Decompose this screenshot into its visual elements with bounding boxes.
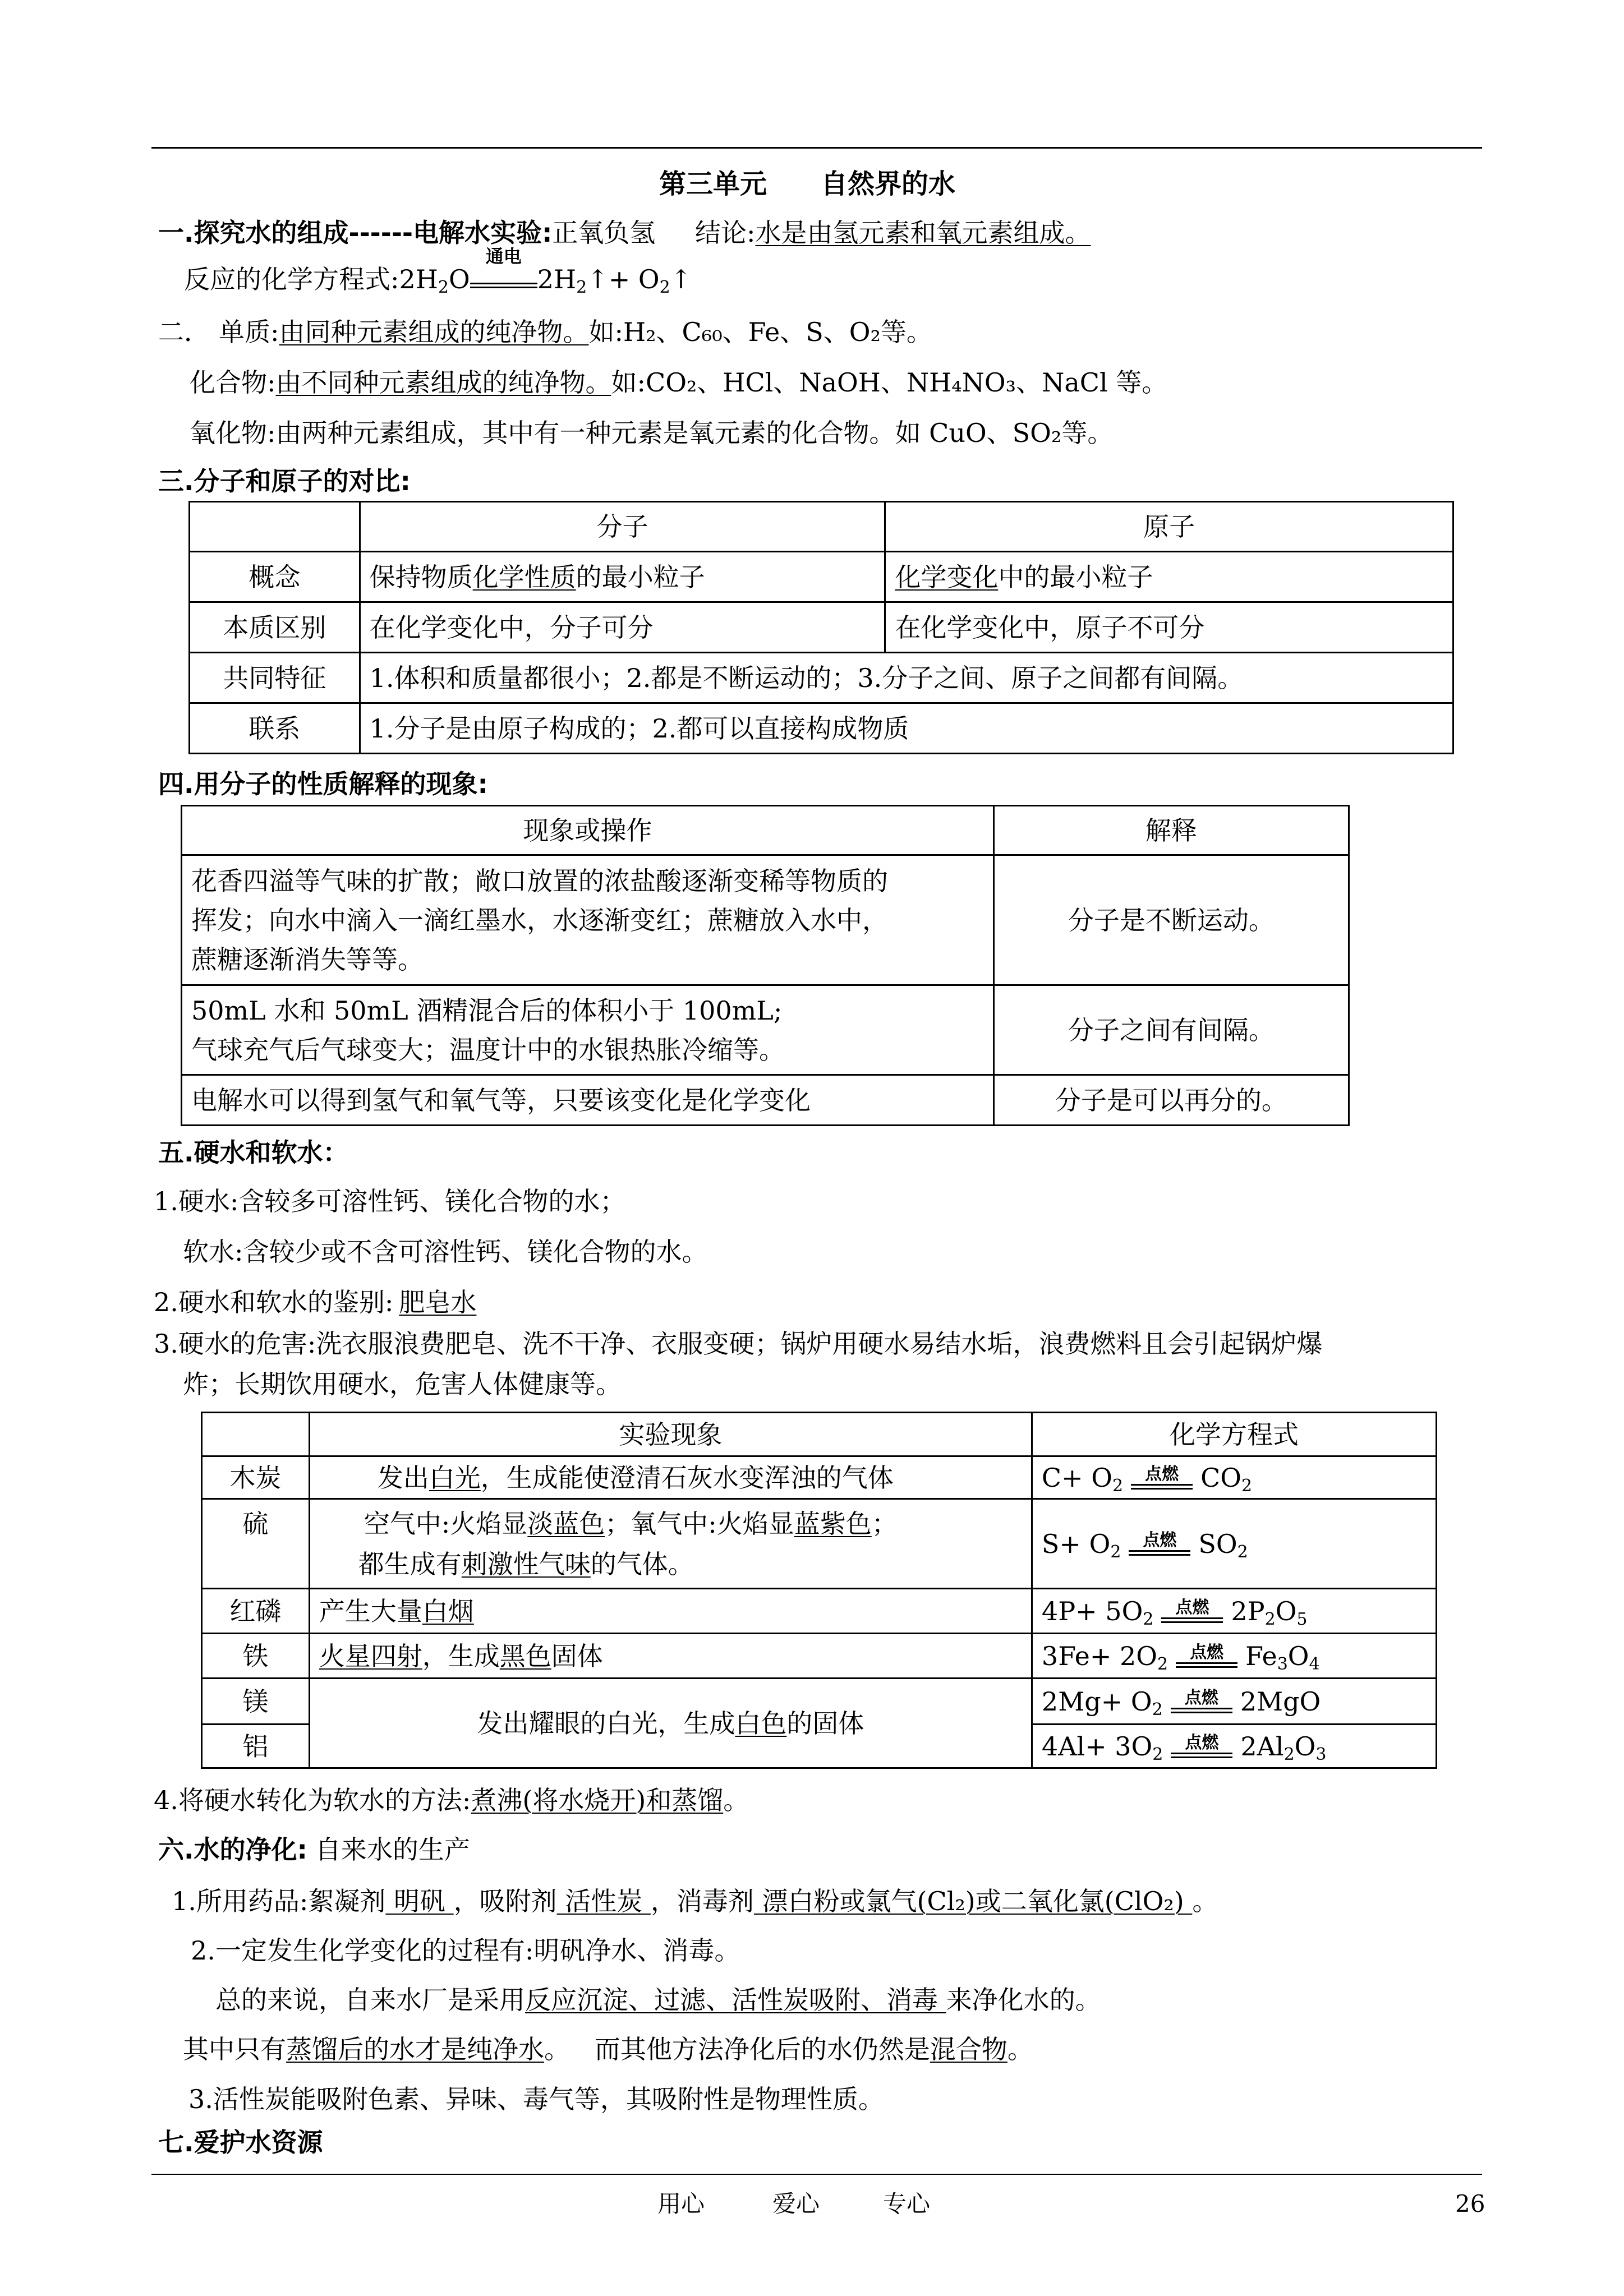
table-row <box>202 1456 1437 1499</box>
soften-method: 煮沸(将水烧开)和蒸馏 <box>471 1785 724 1815</box>
phenomenon-cell: 火星四射，生成黑色固体 <box>309 1634 1032 1679</box>
common-features: 1.体积和质量都很小；2.都是不断运动的；3.分子之间、原子之间都有间隔。 <box>360 653 1453 703</box>
column-header-equation: 化学方程式 <box>1032 1413 1436 1456</box>
table-row <box>190 502 1453 552</box>
column-header-molecule: 分子 <box>360 502 885 552</box>
identification-method: 肥皂水 <box>399 1287 477 1317</box>
ignition-arrow: 点燃 <box>1171 1735 1232 1763</box>
soft-water-def: 软水:含较少或不含可溶性钙、镁化合物的水。 <box>183 1237 708 1267</box>
table-row <box>182 806 1349 855</box>
table-row <box>202 1499 1437 1589</box>
table-row <box>190 602 1453 653</box>
phenomenon-cell: 发出耀眼的白光，生成白色的固体 <box>309 1679 1032 1768</box>
harm-line-1: 3.硬水的危害:洗衣服浪费肥皂、洗不干净、衣服变硬；锅炉用硬水易结水垢，浪费燃料且会引起锅炉爆 <box>154 1329 1323 1359</box>
table-row <box>190 552 1453 602</box>
ignition-arrow: 点燃 <box>1176 1644 1237 1672</box>
concept-molecule: 保持物质化学性质的最小粒子 <box>360 552 885 602</box>
equation-cell: $S+ O_2$ 点燃 $SO_2$ <box>1032 1499 1436 1589</box>
footer-motto-2: 爱心 <box>772 2190 820 2217</box>
element-line <box>158 315 932 349</box>
experiment-text: 正氧负氢 <box>552 218 656 248</box>
equation-cell: $3Fe+ 2O_2$ 点燃 $Fe_3O_4$ <box>1032 1634 1436 1679</box>
molecule-property-table <box>181 805 1350 1126</box>
section-1-line-1 <box>158 216 1091 250</box>
difference-molecule: 在化学变化中，分子可分 <box>360 602 885 653</box>
summary-line: 总的来说，自来水厂是采用反应沉淀、过滤、活性炭吸附、消毒 来净化水的。 <box>215 1985 1101 2015</box>
equation-cell: $4P+ 5O_2$ 点燃 $2P_2O_5$ <box>1032 1589 1436 1634</box>
harm-line-2: 炸；长期饮用硬水，危害人体健康等。 <box>183 1369 622 1399</box>
page-number: 26 <box>1455 2190 1485 2217</box>
column-header-atom: 原子 <box>885 502 1453 552</box>
row-label: 本质区别 <box>190 602 360 653</box>
soften-method-line: 4.将硬水转化为软水的方法:煮沸(将水烧开)和蒸馏。 <box>154 1785 749 1815</box>
adsorbent: 活性炭 <box>556 1886 651 1916</box>
purification-drugs-line: 1.所用药品:絮凝剂 明矾 ，吸附剂 活性炭 ，消毒剂 漂白粉或氯气(Cl₂)或二氧化氯(ClO₂) 。 <box>172 1886 1218 1916</box>
substance-name: 硫 <box>202 1499 310 1589</box>
explanation-cell: 分子是可以再分的。 <box>993 1075 1349 1126</box>
equation-cell: $4Al+ 3O_2$ 点燃 $2Al_2O_3$ <box>1032 1725 1436 1768</box>
ignition-arrow: 点燃 <box>1171 1690 1232 1718</box>
substance-name: 铝 <box>202 1725 310 1768</box>
pure-water-note: 蒸馏后的水才是纯净水 <box>286 2034 544 2064</box>
section-6-heading-line: 六.水的净化: 自来水的生产 <box>158 1834 470 1865</box>
activated-carbon-line: 3.活性炭能吸附色素、异味、毒气等，其吸附性是物理性质。 <box>188 2084 884 2114</box>
substance-name: 铁 <box>202 1634 310 1679</box>
table-row <box>202 1634 1437 1679</box>
section-4-heading: 四.用分子的性质解释的现象: <box>158 769 488 799</box>
table-row <box>202 1589 1437 1634</box>
chemical-change-line: 2.一定发生化学变化的过程有:明矾净水、消毒。 <box>191 1935 740 1966</box>
compound-definition: 由不同种元素组成的纯净物。 <box>275 367 611 398</box>
table-row <box>202 1679 1437 1725</box>
footer-rule <box>151 2174 1482 2175</box>
phenomenon-cell: 空气中:火焰显淡蓝色；氧气中:火焰显蓝紫色； 都生成有刺激性气味的气体。 <box>309 1499 1032 1589</box>
ignition-arrow: 点燃 <box>1161 1599 1223 1628</box>
compound-examples: 如:CO₂、HCl、NaOH、NH₄NO₃、NaCl 等。 <box>611 367 1168 398</box>
table-row <box>202 1413 1437 1456</box>
phenomenon-cell: 花香四溢等气味的扩散；敞口放置的浓盐酸逐渐变稀等物质的 挥发；向水中滴入一滴红墨水，水逐渐变红；蔗糖放入水中， 蔗糖逐渐消失等等。 <box>182 855 994 985</box>
section-7-heading: 七.爱护水资源 <box>158 2127 323 2157</box>
row-label: 共同特征 <box>190 653 360 703</box>
ignition-arrow: 点燃 <box>1131 1466 1193 1494</box>
hard-water-def: 1.硬水:含较多可溶性钙、镁化合物的水； <box>154 1186 626 1216</box>
element-examples: 如:H₂、C₆₀、Fe、S、O₂等。 <box>588 317 932 347</box>
section-6-heading: 六.水的净化: <box>158 1834 307 1865</box>
equation-label: 反应的化学方程式: <box>184 264 399 294</box>
section-5-heading: 五.硬水和软水： <box>158 1137 349 1168</box>
combustion-table <box>201 1412 1437 1769</box>
phenomenon-cell: 产生大量白烟 <box>309 1589 1032 1634</box>
phenomenon-cell: 电解水可以得到氢气和氧气等，只要该变化是化学变化 <box>182 1075 994 1126</box>
compound-line <box>190 366 1167 399</box>
equation-cell: $C+ O_2$ 点燃 $CO_2$ <box>1032 1456 1436 1499</box>
conclusion-text: 水是由氢元素和氧元素组成。 <box>755 218 1091 248</box>
ignition-arrow: 点燃 <box>1129 1532 1190 1560</box>
table-row <box>182 1075 1349 1126</box>
row-label: 联系 <box>190 703 360 754</box>
flocculant: 明矾 <box>385 1886 454 1916</box>
substance-name: 镁 <box>202 1679 310 1725</box>
purification-steps: 反应沉淀、过滤、活性炭吸附、消毒 <box>525 1985 946 2015</box>
compound-label: 化合物: <box>190 367 276 398</box>
equation-cell: $2Mg+ O_2$ 点燃 2MgO <box>1032 1679 1436 1725</box>
table-row <box>190 653 1453 703</box>
condition-label: 通电 <box>485 246 522 267</box>
phenomenon-cell: 发出白光，生成能使澄清石灰水变浑浊的气体 <box>309 1456 1032 1499</box>
substance-name: 木炭 <box>202 1456 310 1499</box>
difference-atom: 在化学变化中，原子不可分 <box>885 602 1453 653</box>
page-title: 第三单元 自然界的水 <box>659 168 956 200</box>
header-rule <box>151 147 1482 149</box>
row-label: 概念 <box>190 552 360 602</box>
phenomenon-cell: 50mL 水和 50mL 酒精混合后的体积小于 100mL; 气球充气后气球变大；温度计中的水银热胀冷缩等。 <box>182 985 994 1075</box>
electrolysis-arrow <box>470 246 537 288</box>
table-row <box>182 855 1349 985</box>
disinfectant: 漂白粉或氯气(Cl₂)或二氧化氯(ClO₂) <box>753 1886 1193 1916</box>
section-2-heading: 二． <box>158 317 210 347</box>
relation: 1.分子是由原子构成的；2.都可以直接构成物质 <box>360 703 1453 754</box>
footer-motto-3: 专心 <box>883 2190 931 2217</box>
explanation-cell: 分子是不断运动。 <box>993 855 1349 985</box>
section-1-heading: 一.探究水的组成------电解水实验: <box>158 218 553 248</box>
substance-name: 红磷 <box>202 1589 310 1634</box>
element-label: 单质: <box>219 317 279 347</box>
concept-atom: 化学变化中的最小粒子 <box>885 552 1453 602</box>
electrolysis-equation: 反应的化学方程式$:2H_2O$ 通电 $2H_2↑+$ $O_2↑$ <box>184 246 692 297</box>
column-header-phenomenon: 现象或操作 <box>182 806 994 855</box>
conclusion-label: 结论: <box>695 218 756 248</box>
table-row <box>182 985 1349 1075</box>
pure-water-line: 其中只有蒸馏后的水才是纯净水。 而其他方法净化后的水仍然是混合物。 <box>183 2034 1033 2064</box>
oxide-line: 氧化物:由两种元素组成，其中有一种元素是氧元素的化合物。如 CuO、SO₂等。 <box>190 418 1114 448</box>
section-3-heading: 三.分子和原子的对比: <box>158 466 411 496</box>
explanation-cell: 分子之间有间隔。 <box>993 985 1349 1075</box>
footer-motto-1: 用心 <box>657 2190 705 2217</box>
column-header-explanation: 解释 <box>993 806 1349 855</box>
table-row <box>190 703 1453 754</box>
identification-line: 2.硬水和软水的鉴别: 肥皂水 <box>154 1287 477 1317</box>
element-definition: 由同种元素组成的纯净物。 <box>279 317 589 347</box>
mixture-note: 混合物 <box>930 2034 1007 2064</box>
column-header-phenomenon: 实验现象 <box>309 1413 1032 1456</box>
molecule-atom-table <box>188 501 1454 754</box>
